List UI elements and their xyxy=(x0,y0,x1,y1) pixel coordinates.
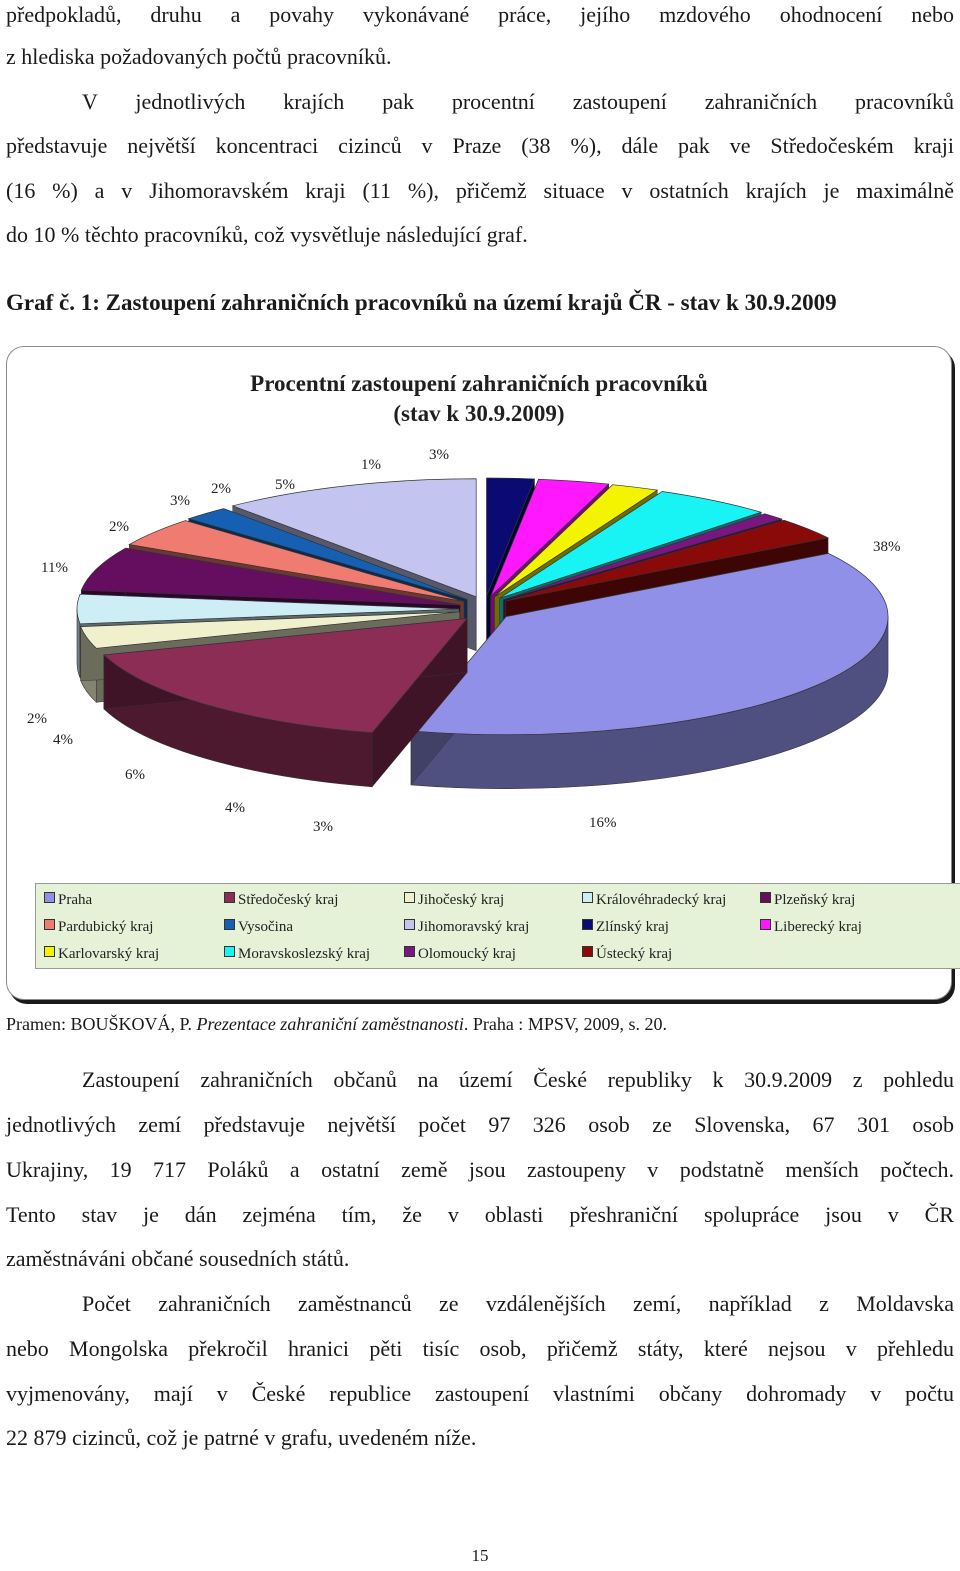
pct-label-jihomoravsky: 11% xyxy=(41,560,68,576)
pct-label-ustecky: 3% xyxy=(429,447,449,463)
paragraph-line: Ukrajiny, 19 717 Poláků a ostatní země jsou zastoupeny v podstatně menších počtech. xyxy=(6,1157,954,1182)
legend-item xyxy=(44,892,92,909)
chart-legend xyxy=(35,883,960,969)
chart-frame xyxy=(6,346,952,1000)
pie-slice-praha xyxy=(411,553,888,788)
legend-label: Jihomoravský kraj xyxy=(418,919,530,935)
paragraph-line: Zastoupení zahraničních občanů na území České republiky k 30.9.2009 z pohledu xyxy=(82,1067,954,1092)
legend-label: Vysočina xyxy=(238,919,293,935)
legend-item xyxy=(224,919,293,936)
legend-label: Karlovarský kraj xyxy=(58,946,160,962)
legend-label: Liberecký kraj xyxy=(774,919,862,935)
legend-swatch xyxy=(404,946,415,957)
figure-source xyxy=(6,1014,667,1035)
figure-heading: Graf č. 1: Zastoupení zahraničních pracovníků na území krajů ČR - stav k 30.9.2009 xyxy=(6,290,837,315)
legend-item xyxy=(582,946,672,963)
legend-label: Pardubický kraj xyxy=(58,919,154,935)
legend-item xyxy=(582,919,669,936)
legend-swatch xyxy=(582,919,593,930)
legend-item xyxy=(404,919,529,936)
legend-label: Plzeňský kraj xyxy=(774,892,856,908)
paragraph-line: zaměstnáváni občané sousedních států. xyxy=(6,1246,350,1271)
legend-swatch xyxy=(760,892,771,903)
legend-item xyxy=(582,892,726,909)
paragraph-line: z hlediska požadovaných počtů pracovníků. xyxy=(6,44,392,69)
pct-label-praha: 38% xyxy=(873,539,901,555)
pct-label-pardubicky: 4% xyxy=(53,732,73,748)
pct-label-liberecky: 3% xyxy=(170,493,190,509)
paragraph-line: Tento stav je dán zejména tím, že v oblasti přeshraniční spolupráce jsou v ČR xyxy=(6,1202,954,1227)
legend-swatch xyxy=(582,946,593,957)
legend-swatch xyxy=(224,946,235,957)
chart-title: Procentní zastoupení zahraničních pracovníků xyxy=(250,371,708,396)
legend-item xyxy=(224,892,338,909)
legend-swatch xyxy=(44,892,55,903)
source-suffix: . Praha : MPSV, 2009, s. 20. xyxy=(463,1014,668,1034)
legend-item xyxy=(760,919,862,936)
legend-item xyxy=(404,946,516,963)
legend-label: Ústecký kraj xyxy=(596,946,673,962)
paragraph-line: předpokladů, druhu a povahy vykonávané práce, jejího mzdového ohodnocení nebo xyxy=(6,2,954,27)
legend-swatch xyxy=(224,919,235,930)
legend-label: Praha xyxy=(58,892,93,908)
pie-chart xyxy=(7,347,951,867)
legend-label: Středočeský kraj xyxy=(238,892,339,908)
legend-label: Olomoucký kraj xyxy=(418,946,516,962)
legend-swatch xyxy=(404,892,415,903)
legend-label: Královéhradecký kraj xyxy=(596,892,727,908)
legend-item xyxy=(224,946,370,963)
legend-swatch xyxy=(44,919,55,930)
legend-item xyxy=(44,919,153,936)
legend-swatch xyxy=(760,919,771,930)
pct-label-moravskoslezsky: 5% xyxy=(275,477,295,493)
pct-label-kralovehradecky: 4% xyxy=(225,800,245,816)
pct-label-vysocina: 2% xyxy=(27,711,47,727)
legend-item xyxy=(404,892,504,909)
chart-subtitle: (stav k 30.9.2009) xyxy=(393,401,565,426)
legend-label: Zlínský kraj xyxy=(596,919,669,935)
legend-item xyxy=(44,946,159,963)
legend-label: Moravskoslezský kraj xyxy=(238,946,371,962)
pct-label-stredocesky: 16% xyxy=(589,815,617,831)
paragraph-line: vyjmenovány, mají v České republice zastoupení vlastními občany dohromady v počtu xyxy=(6,1381,954,1406)
legend-label: Jihočeský kraj xyxy=(418,892,505,908)
pct-label-olomoucky: 1% xyxy=(361,457,381,473)
paragraph-line: nebo Mongolska překročil hranici pěti tisíc osob, přičemž státy, které nejsou v přehledu xyxy=(6,1336,954,1361)
page-number: 15 xyxy=(471,1546,489,1565)
paragraph-line: V jednotlivých krajích pak procentní zastoupení zahraničních pracovníků xyxy=(82,89,954,114)
paragraph-line: do 10 % těchto pracovníků, což vysvětluje následující graf. xyxy=(6,222,528,247)
source-prefix: Pramen: BOUŠKOVÁ, P. xyxy=(6,1014,197,1034)
paragraph-line: 22 879 cizinců, což je patrné v grafu, uvedeném níže. xyxy=(6,1425,477,1450)
legend-swatch xyxy=(582,892,593,903)
legend-swatch xyxy=(404,919,415,930)
source-title: Prezentace zahraniční zaměstnanosti xyxy=(196,1014,464,1034)
pct-label-jihocesky: 3% xyxy=(313,819,333,835)
paragraph-line: (16 %) a v Jihomoravském kraji (11 %), přičemž situace v ostatních krajích je maximálně xyxy=(6,178,954,203)
pct-label-zlinsky: 2% xyxy=(109,519,129,535)
paragraph-line: představuje největší koncentraci cizinců v Praze (38 %), dále pak ve Středočeském kraji xyxy=(6,133,954,158)
pct-label-karlovarsky: 2% xyxy=(211,481,231,497)
paragraph-line: jednotlivých zemí představuje největší počet 97 326 osob ze Slovenska, 67 301 osob xyxy=(6,1112,954,1137)
paragraph-line: Počet zahraničních zaměstnanců ze vzdálenějších zemí, například z Moldavska xyxy=(82,1291,954,1316)
legend-item xyxy=(760,892,855,909)
legend-swatch xyxy=(224,892,235,903)
pct-label-plzensky: 6% xyxy=(125,767,145,783)
legend-swatch xyxy=(44,946,55,957)
